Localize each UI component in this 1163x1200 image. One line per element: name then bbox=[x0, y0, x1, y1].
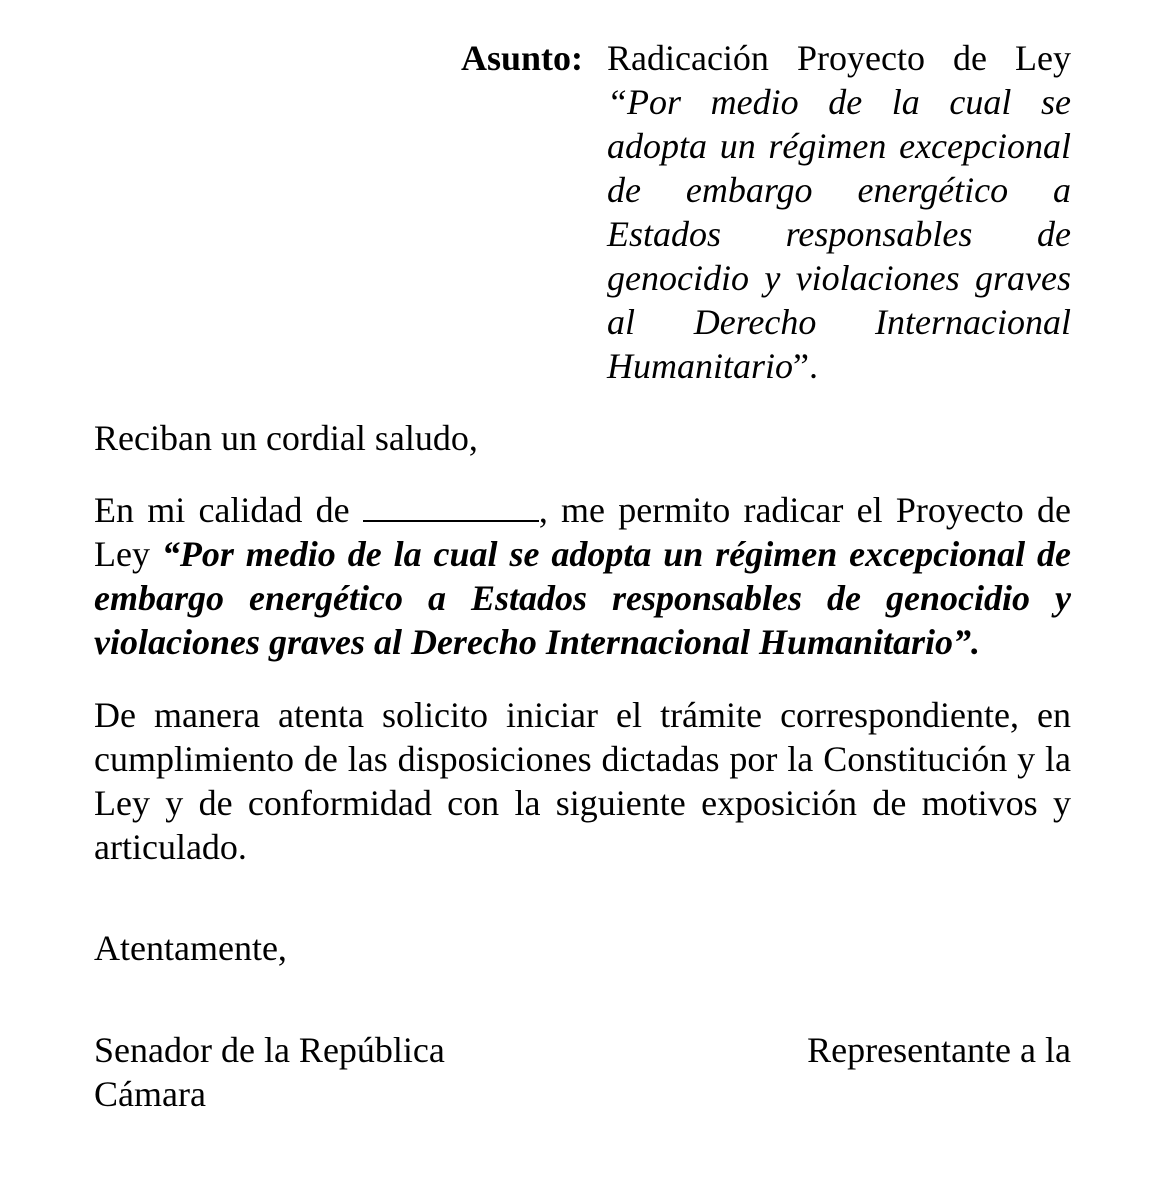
subject-text bbox=[607, 36, 1071, 388]
signature-left-title-cont: Cámara bbox=[94, 1074, 206, 1114]
p1-bill-title: “Por medio de la cual se adopta un régimen excepcional de embargo energético a Estados responsables de genocidio y violaciones graves al Derecho Internacional Humanitario”. bbox=[94, 534, 1071, 662]
signature-right-title: Representante a la bbox=[807, 1030, 1071, 1070]
subject-bill-title: “Por medio de la cual se adopta un régimen excepcional de embargo energético a Estados responsables de genocidio y violaciones graves al Derecho Internacional Humanitario bbox=[607, 82, 1071, 386]
blank-line bbox=[363, 490, 539, 522]
subject-label: Asunto: bbox=[461, 38, 584, 78]
p1-middle: , me permito radicar el Proyecto de Ley bbox=[94, 490, 1071, 574]
subject-lead: Radicación Proyecto de Ley bbox=[607, 38, 1071, 78]
signature-left-title: Senador de la República bbox=[94, 1030, 445, 1070]
greeting: Reciban un cordial saludo, bbox=[94, 418, 478, 458]
p1-intro: En mi calidad de bbox=[94, 490, 363, 530]
body-paragraph-1 bbox=[94, 488, 1071, 664]
subject-closing-quote: ”. bbox=[793, 346, 818, 386]
body-paragraph-2: De manera atenta solicito iniciar el trámite correspondiente, en cumplimiento de las disposiciones dictadas por la Constitución y la Ley y de conformidad con la siguiente exposición de motivos y articulado. bbox=[94, 695, 1071, 867]
closing-salutation: Atentamente, bbox=[94, 928, 287, 968]
